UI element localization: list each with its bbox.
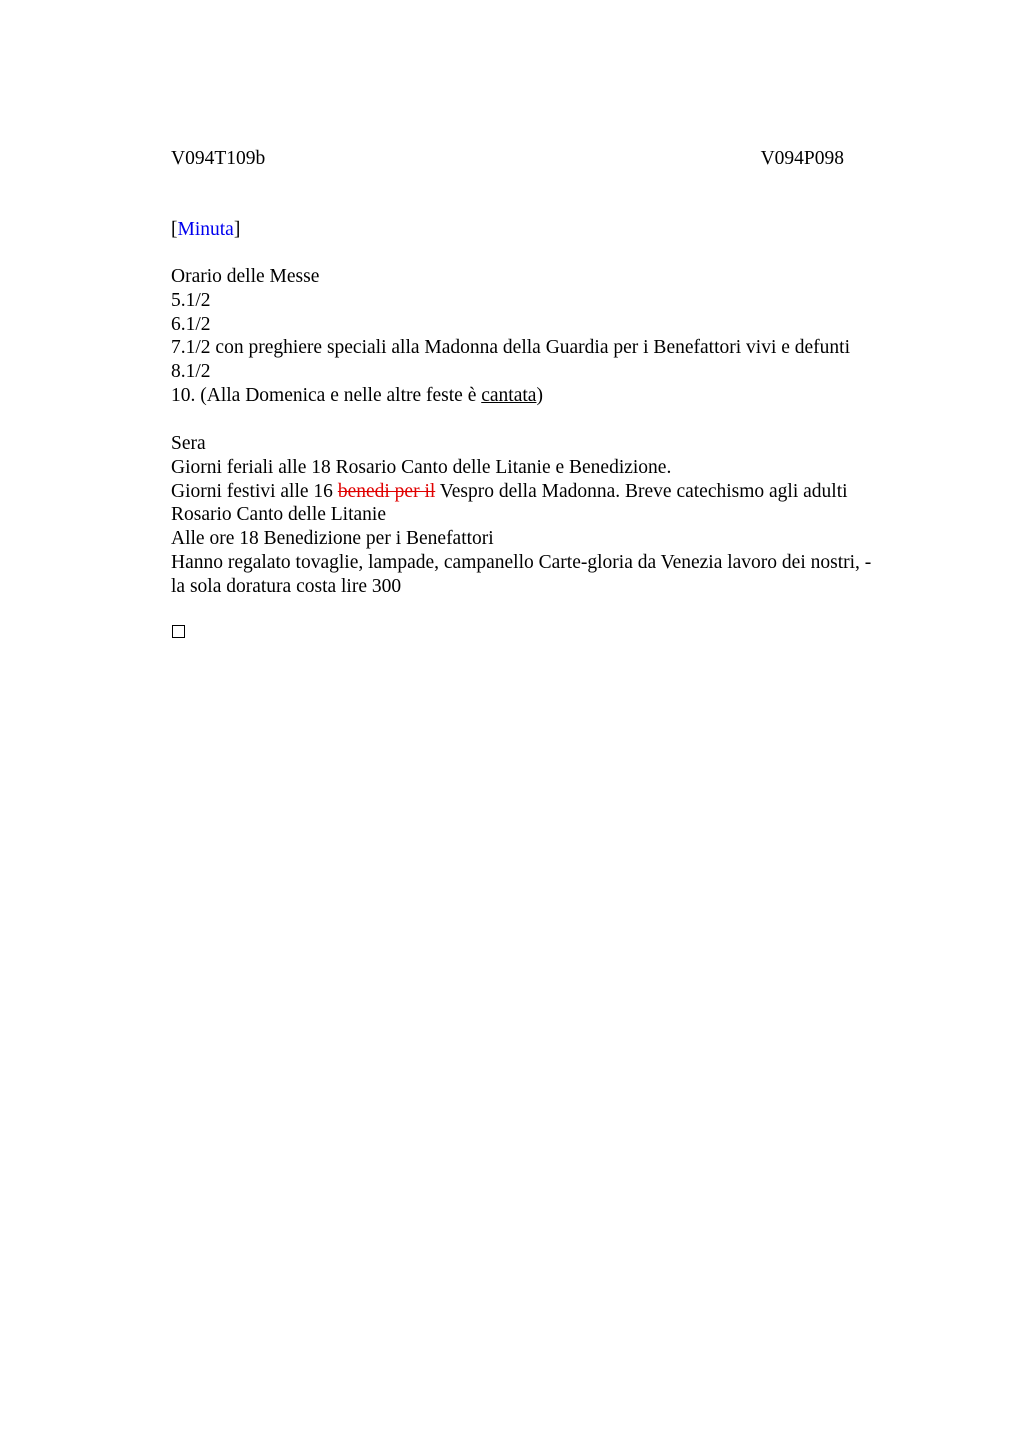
underlined-word: cantata [481,384,537,406]
deleted-text: benedi per il [337,480,436,502]
mass-schedule-title: Orario delle Messe [171,266,320,287]
evening-schedule [171,432,931,599]
gifts-line-2: la sola doratura costa lire 300 [171,575,402,597]
gifts-line-1: Hanno regalato tovaglie, lampade, campanello Carte-gloria da Venezia lavoro dei nostri, - [171,551,872,573]
empty-square-icon [172,625,185,638]
mass-time-3: 7.1/2 con preghiere speciali alla Madonna della Guardia per i Benefattori vivi e defunti [171,337,850,359]
holiday-line [171,480,931,504]
benediction-line: Alle ore 18 Benedizione per i Benefattori [171,528,494,550]
minuta-note [171,218,240,242]
weekday-line: Giorni feriali alle 18 Rosario Canto delle Litanie e Benedizione. [171,456,672,478]
holiday-line-start: Giorni festivi alle 16 [171,480,338,502]
document-code-left: V094T109b [171,148,266,169]
mass-time-5-text: 10. (Alla Domenica e nelle altre feste è [171,384,482,406]
header-row [171,147,844,171]
bracket-open: [ [171,219,178,240]
bracket-close: ] [233,219,241,240]
mass-schedule [171,265,931,408]
evening-title: Sera [171,433,206,454]
mass-time-5-close: ) [536,384,543,406]
minuta-label: Minuta [177,219,234,240]
mass-time-2: 6.1/2 [171,313,211,335]
document-code-right: V094P098 [760,148,844,169]
mass-time-5 [171,384,931,408]
mass-time-4: 8.1/2 [171,361,211,383]
holiday-line-end: Vespro della Madonna. Breve catechismo agli adulti [435,480,848,502]
mass-time-1: 5.1/2 [171,289,211,311]
rosary-line: Rosario Canto delle Litanie [171,504,386,526]
